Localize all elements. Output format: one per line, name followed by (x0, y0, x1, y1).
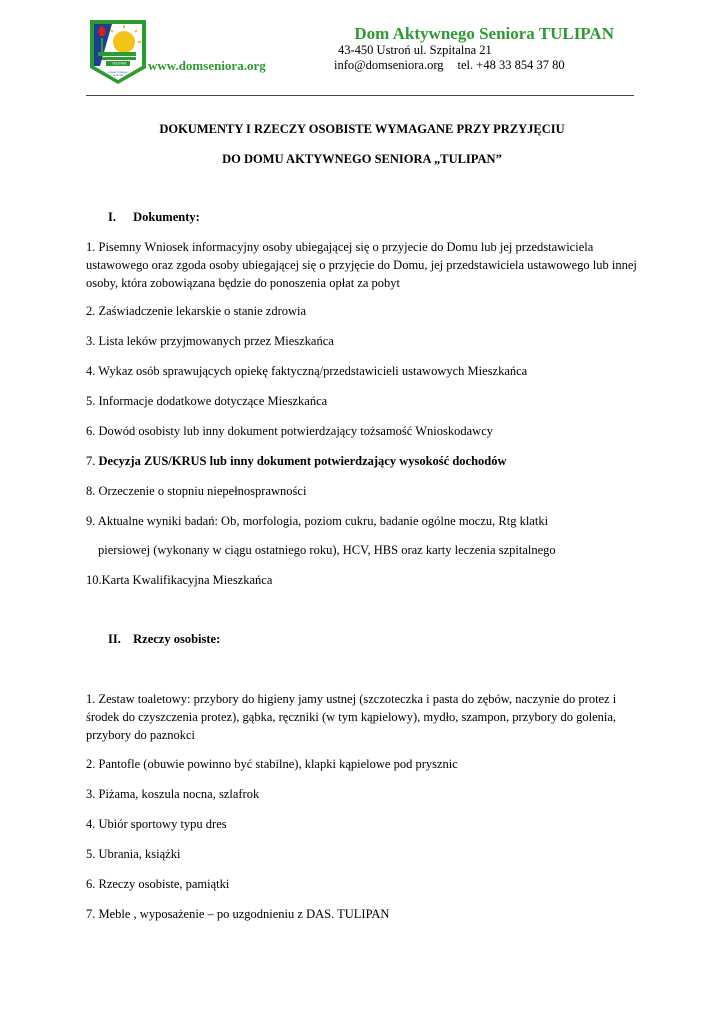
item-number: 7. (86, 454, 99, 468)
personal-item: 2. Pantofle (obuwie powinno być stabilne), klapki kąpielowe pod prysznic (86, 757, 458, 771)
svg-text:TULIPAN: TULIPAN (111, 61, 127, 66)
website-link[interactable]: www.domseniora.org (148, 58, 266, 73)
document-item: 9. Aktualne wyniki badań: Ob, morfologia, poziom cukru, badanie ogólne moczu, Rtg klatki (86, 514, 549, 528)
email-link[interactable]: info@domseniora.org (334, 58, 444, 72)
document-item: 3. Lista leków przyjmowanych przez Mieszkańca (86, 334, 334, 348)
section-number: I. (108, 210, 116, 224)
phone-number: tel. +48 33 854 37 80 (457, 58, 565, 72)
document-item: 2. Zaświadczenie lekarskie o stanie zdrowia (86, 304, 307, 318)
header-divider (86, 95, 634, 96)
section-title: Dokumenty: (133, 210, 200, 224)
personal-item: 7. Meble , wyposażenie – po uzgodnieniu z DAS. TULIPAN (86, 907, 390, 921)
item-text-bold: Decyzja ZUS/KRUS lub inny dokument potwierdzający wysokość dochodów (98, 454, 507, 468)
svg-text:SENIORA: SENIORA (113, 75, 123, 77)
tulipan-logo (86, 16, 150, 86)
organization-name: Dom Aktywnego Seniora TULIPAN (354, 24, 614, 43)
document-item: 1. Pisemny Wniosek informacyjny osoby ubiegającej się o przyjecie do Domu lub jej przedstawiciela ustawowego oraz zgoda osoby ubiegającej się o przyjęcie do Domu, jej przedstawiciela ustawowego lub innej osoby, która zobowiązana będzie do ponoszenia opłat za pobyt (86, 240, 637, 290)
personal-item: 4. Ubiór sportowy typu dres (86, 817, 227, 831)
svg-text:DOM AKTYWNEGO: DOM AKTYWNEGO (108, 72, 128, 74)
document-item-continuation: piersiowej (wykonany w ciągu ostatniego roku), HCV, HBS oraz karty leczenia szpitalnego (98, 543, 556, 557)
document-item: 8. Orzeczenie o stopniu niepełnosprawności (86, 484, 307, 498)
document-item: 4. Wykaz osób sprawujących opiekę faktyczną/przedstawicieli ustawowych Mieszkańca (86, 364, 528, 378)
section-number: II. (108, 632, 121, 646)
document-item (86, 452, 646, 470)
document-item: 6. Dowód osobisty lub inny dokument potwierdzający tożsamość Wnioskodawcy (86, 424, 493, 438)
organization-contact (334, 58, 565, 73)
personal-item: 1. Zestaw toaletowy: przybory do higieny jamy ustnej (szczoteczka i pasta do zębów, naczynie do protez i środek do czyszczenia protez), gąbka, ręczniki (w tym kąpielowy), mydło, szampon, przybory do golenia, przybory do paznokci (86, 692, 617, 742)
document-title-line1: DOKUMENTY I RZECZY OSOBISTE WYMAGANE PRZY PRZYJĘCIU (159, 122, 565, 136)
document-item: 10.Karta Kwalifikacyjna Mieszkańca (86, 573, 273, 587)
section-personal-items-heading (108, 632, 220, 647)
document-item: 5. Informacje dodatkowe dotyczące Mieszkańca (86, 394, 328, 408)
section-documents-heading (108, 210, 200, 225)
document-title-line2: DO DOMU AKTYWNEGO SENIORA „TULIPAN” (222, 152, 502, 166)
section-title: Rzeczy osobiste: (133, 632, 221, 646)
personal-item: 6. Rzeczy osobiste, pamiątki (86, 877, 230, 891)
personal-item: 5. Ubrania, książki (86, 847, 181, 861)
letterhead (86, 14, 634, 96)
organization-address: 43-450 Ustroń ul. Szpitalna 21 (338, 43, 492, 57)
personal-item: 3. Piżama, koszula nocna, szlafrok (86, 787, 260, 801)
